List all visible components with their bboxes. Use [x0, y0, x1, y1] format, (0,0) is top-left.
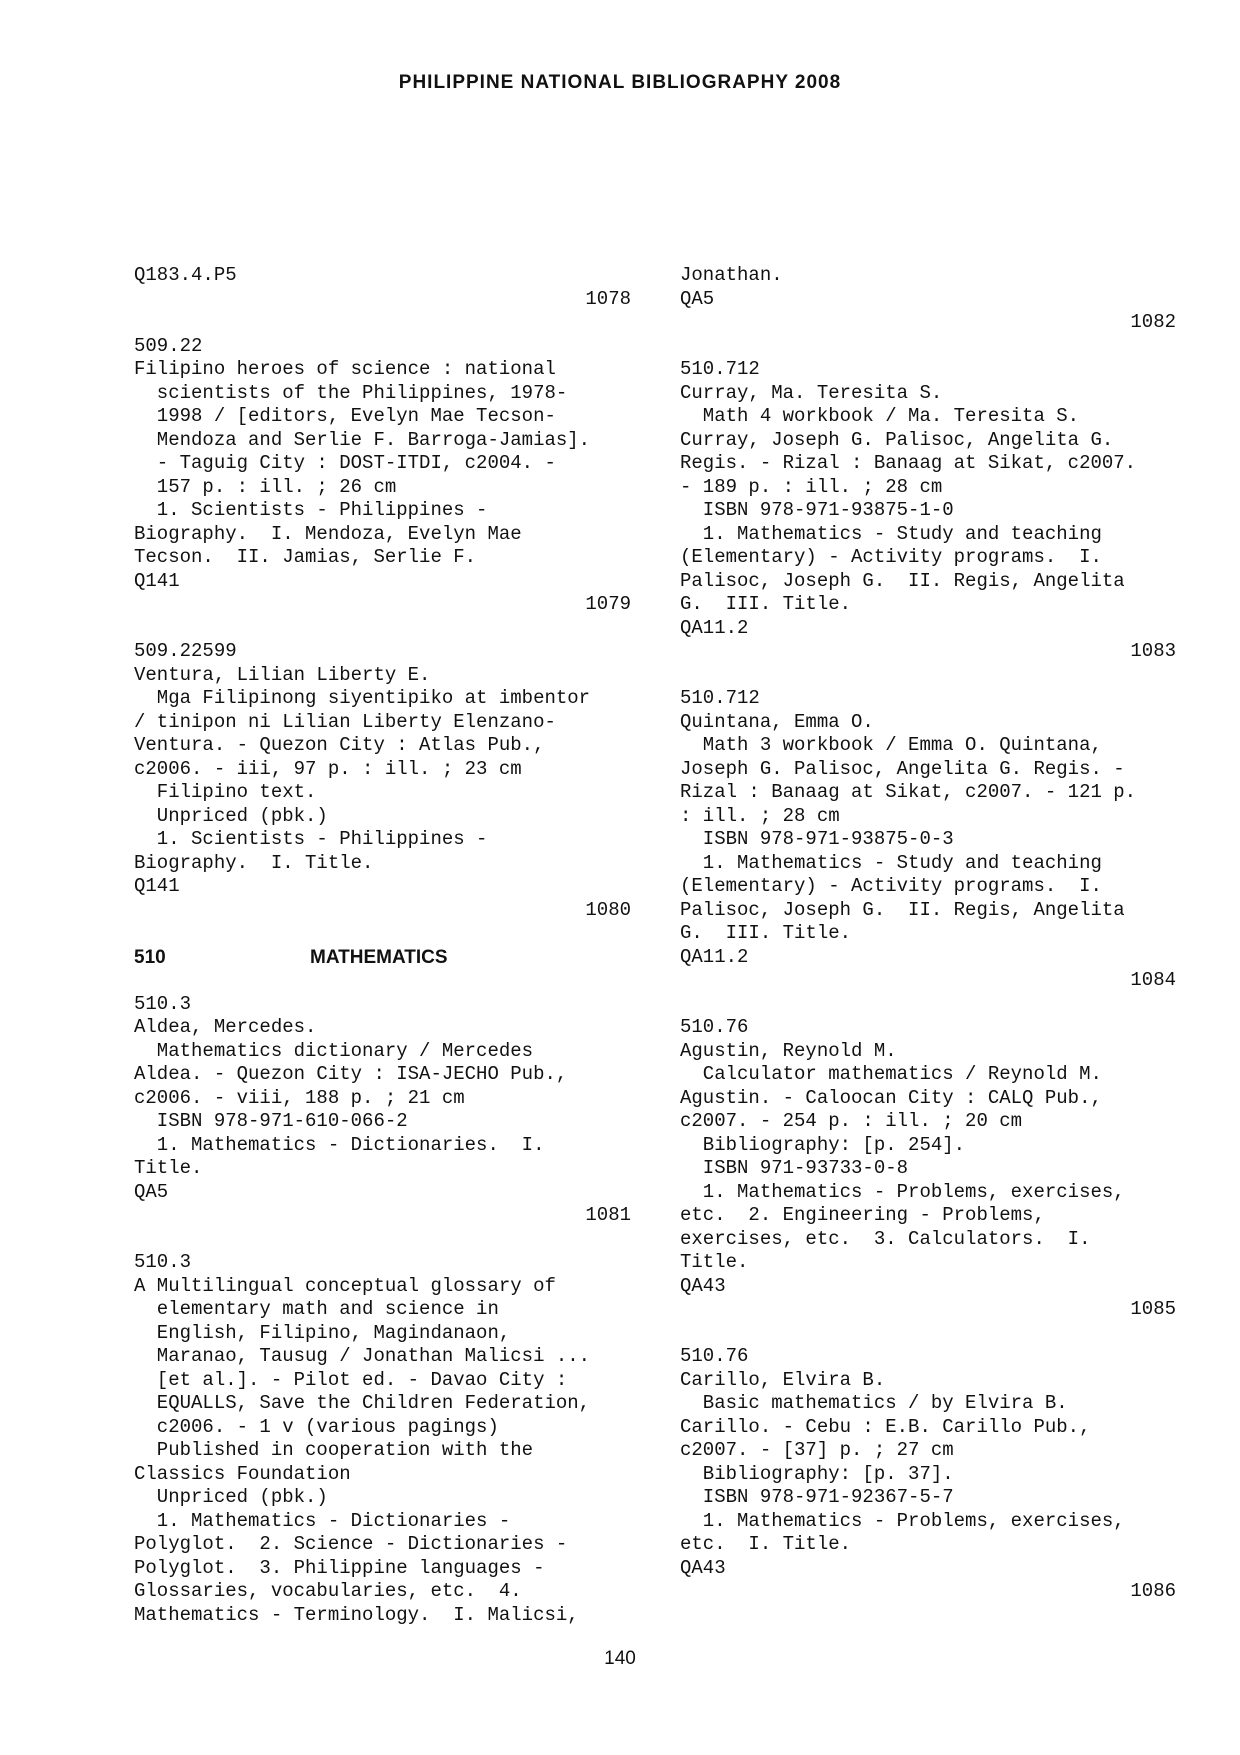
entry-line: EQUALLS, Save the Children Federation,	[134, 1392, 591, 1414]
entry-line: - 189 p. : ill. ; 28 cm	[680, 475, 943, 498]
entry-line: 157 p. : ill. ; 26 cm	[134, 475, 397, 498]
entry-line: QA11.2	[680, 945, 749, 968]
entry-line: 1. Scientists - Philippines -	[134, 499, 488, 521]
page-title: PHILIPPINE NATIONAL BIBLIOGRAPHY 2008	[398, 72, 842, 93]
entry-line: Unpriced (pbk.)	[134, 804, 328, 827]
entry-number: 1079	[585, 593, 631, 615]
blank-line	[134, 617, 631, 641]
blank-line	[134, 922, 631, 946]
blank-line	[680, 664, 1176, 688]
entry-line: 1. Mathematics - Dictionaries. I.	[134, 1133, 545, 1156]
entry-line: 509.22599	[134, 640, 237, 662]
entry-line: 1. Mathematics - Study and teaching	[680, 522, 1102, 545]
entry-line: Bibliography: [p. 254].	[680, 1133, 966, 1156]
entry-line: (Elementary) - Activity programs. I.	[680, 875, 1102, 897]
entry-line: Ventura, Lilian Liberty E.	[134, 663, 431, 686]
entry-number: 1080	[585, 898, 631, 921]
entry-line: Carillo, Elvira B.	[680, 1368, 886, 1391]
entry-line: Biography. I. Mendoza, Evelyn Mae	[134, 522, 522, 545]
blank-line	[680, 1322, 1176, 1346]
entry-line: English, Filipino, Magindanaon,	[134, 1321, 511, 1344]
entry-line: ISBN 978-971-93875-0-3	[680, 828, 954, 850]
blank-line	[134, 311, 631, 335]
entry-line: 510.3	[134, 992, 192, 1015]
entry-line: Regis. - Rizal : Banaag at Sikat, c2007.	[680, 452, 1137, 474]
entry-line: Title.	[680, 1251, 749, 1273]
entry-line: Basic mathematics / by Elvira B.	[680, 1392, 1068, 1414]
entry-line: ISBN 978-971-93875-1-0	[680, 499, 954, 521]
section-heading-number: 510	[134, 946, 166, 968]
entry-line: Tecson. II. Jamias, Serlie F.	[134, 546, 477, 568]
entry-line: Calculator mathematics / Reynold M.	[680, 1063, 1102, 1085]
entry-number: 1085	[1130, 1298, 1176, 1320]
section-heading-title: MATHEMATICS	[310, 946, 448, 968]
entry-line: 1. Scientists - Philippines -	[134, 828, 488, 850]
entry-line: Published in cooperation with the	[134, 1439, 534, 1461]
entry-number: 1082	[1130, 311, 1176, 333]
entry-line: Math 4 workbook / Ma. Teresita S.	[680, 405, 1080, 427]
entry-line: QA5	[134, 1180, 169, 1203]
entry-line: Polyglot. 2. Science - Dictionaries -	[134, 1533, 568, 1555]
entry-line: - Taguig City : DOST-ITDI, c2004. -	[134, 452, 556, 474]
entry-number: 1086	[1130, 1580, 1176, 1602]
page-number: 140	[604, 1648, 636, 1669]
entry-line: Filipino heroes of science : national	[134, 358, 556, 380]
entry-line: Biography. I. Title.	[134, 851, 374, 874]
entry-line: Mathematics - Terminology. I. Malicsi,	[134, 1603, 579, 1626]
entry-line: Glossaries, vocabularies, etc. 4.	[134, 1580, 522, 1602]
entry-line: Palisoc, Joseph G. II. Regis, Angelita	[680, 569, 1125, 592]
blank-line	[134, 1228, 631, 1252]
entry-line: (Elementary) - Activity programs. I.	[680, 546, 1102, 568]
entry-line: c2007. - 254 p. : ill. ; 20 cm	[680, 1110, 1023, 1132]
entry-line: G. III. Title.	[680, 593, 852, 615]
entry-line: Q141	[134, 569, 180, 592]
entry-line: 1. Mathematics - Problems, exercises,	[680, 1180, 1125, 1203]
entry-line: : ill. ; 28 cm	[680, 804, 840, 827]
entry-line: Polyglot. 3. Philippine languages -	[134, 1556, 545, 1579]
entry-line: Math 3 workbook / Emma O. Quintana,	[680, 734, 1102, 756]
blank-line	[680, 335, 1176, 359]
entry-line: c2006. - viii, 188 p. ; 21 cm	[134, 1086, 465, 1109]
right-column	[680, 264, 1176, 1604]
entry-line: 510.712	[680, 358, 760, 380]
entry-line: Q141	[134, 875, 180, 897]
entry-line: QA43	[680, 1556, 726, 1579]
entry-line: 509.22	[134, 334, 203, 357]
entry-line: Q183.4.P5	[134, 264, 237, 286]
entry-line: exercises, etc. 3. Calculators. I.	[680, 1227, 1091, 1250]
entry-number: 1084	[1130, 969, 1176, 991]
entry-line: scientists of the Philippines, 1978-	[134, 381, 568, 404]
blank-line	[680, 993, 1176, 1017]
entry-line: Unpriced (pbk.)	[134, 1486, 328, 1508]
entry-line: Filipino text.	[134, 781, 317, 803]
entry-line: QA43	[680, 1274, 726, 1297]
entry-line: Mendoza and Serlie F. Barroga-Jamias].	[134, 428, 591, 451]
entry-line: Joseph G. Palisoc, Angelita G. Regis. -	[680, 757, 1125, 780]
entry-line: ISBN 971-93733-0-8	[680, 1157, 909, 1179]
entry-number: 1081	[585, 1204, 631, 1226]
entry-line: Carillo. - Cebu : E.B. Carillo Pub.,	[680, 1415, 1091, 1438]
entry-line: c2006. - iii, 97 p. : ill. ; 23 cm	[134, 757, 522, 780]
entry-number: 1083	[1130, 640, 1176, 662]
entry-line: Bibliography: [p. 37].	[680, 1462, 954, 1485]
entry-line: ISBN 978-971-92367-5-7	[680, 1486, 954, 1508]
entry-line: Aldea. - Quezon City : ISA-JECHO Pub.,	[134, 1063, 568, 1085]
entry-line: / tinipon ni Lilian Liberty Elenzano-	[134, 710, 556, 733]
entry-line: Agustin. - Caloocan City : CALQ Pub.,	[680, 1086, 1102, 1109]
entry-line: Curray, Joseph G. Palisoc, Angelita G.	[680, 428, 1114, 451]
section-heading	[134, 946, 631, 970]
entry-line: 510.76	[680, 1016, 749, 1038]
entry-line: QA5	[680, 287, 715, 310]
entry-line: Maranao, Tausug / Jonathan Malicsi ...	[134, 1345, 591, 1367]
entry-line: 510.712	[680, 687, 760, 709]
left-column	[134, 264, 631, 1627]
blank-line	[134, 969, 631, 993]
entry-line: Classics Foundation	[134, 1462, 351, 1485]
entry-line: Mathematics dictionary / Mercedes	[134, 1039, 534, 1062]
entry-line: 1998 / [editors, Evelyn Mae Tecson-	[134, 405, 556, 427]
entry-number: 1078	[585, 287, 631, 310]
entry-line: elementary math and science in	[134, 1298, 499, 1320]
entry-line: Mga Filipinong siyentipiko at imbentor	[134, 687, 591, 709]
entry-line: Agustin, Reynold M.	[680, 1039, 897, 1062]
entry-line: Ventura. - Quezon City : Atlas Pub.,	[134, 734, 545, 756]
entry-line: etc. 2. Engineering - Problems,	[680, 1204, 1045, 1226]
entry-line: G. III. Title.	[680, 922, 852, 944]
entry-line: 1. Mathematics - Dictionaries -	[134, 1509, 511, 1532]
entry-line: Title.	[134, 1157, 203, 1179]
entry-line: Curray, Ma. Teresita S.	[680, 381, 943, 404]
entry-line: Palisoc, Joseph G. II. Regis, Angelita	[680, 898, 1125, 921]
entry-line: 1. Mathematics - Study and teaching	[680, 851, 1102, 874]
entry-line: etc. I. Title.	[680, 1533, 852, 1555]
entry-line: Rizal : Banaag at Sikat, c2007. - 121 p.	[680, 781, 1137, 803]
entry-line: 510.3	[134, 1251, 192, 1273]
entry-line: 510.76	[680, 1345, 749, 1367]
entry-line: ISBN 978-971-610-066-2	[134, 1110, 408, 1132]
entry-line: Jonathan.	[680, 264, 783, 286]
entry-line: c2007. - [37] p. ; 27 cm	[680, 1439, 954, 1461]
entry-line: c2006. - 1 v (various pagings)	[134, 1415, 499, 1438]
entry-line: A Multilingual conceptual glossary of	[134, 1274, 556, 1297]
entry-line: 1. Mathematics - Problems, exercises,	[680, 1509, 1125, 1532]
entry-line: [et al.]. - Pilot ed. - Davao City :	[134, 1368, 568, 1391]
entry-line: Quintana, Emma O.	[680, 710, 874, 733]
entry-line: QA11.2	[680, 616, 749, 639]
entry-line: Aldea, Mercedes.	[134, 1016, 317, 1038]
